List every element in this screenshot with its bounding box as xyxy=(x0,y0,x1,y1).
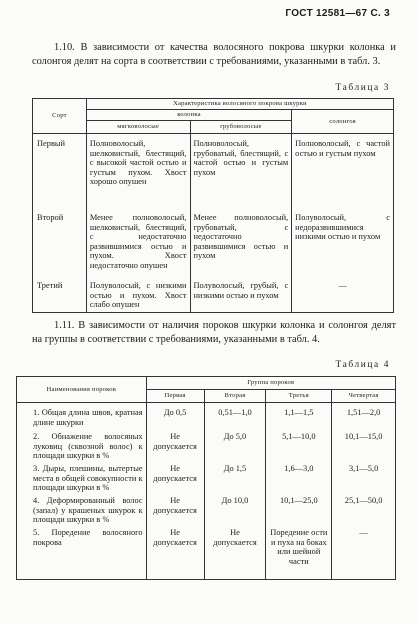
group-2-value: Не допускается xyxy=(204,527,266,580)
group-2-value: До 1,5 xyxy=(204,463,266,495)
solongoy-cell: Полноволосый, с частой остью и густым пухом xyxy=(292,134,394,211)
paragraph-1-11-text: 1.11. В зависимости от наличия пороков шкурки колонка и солонгоя делят на группы в соответствии с требованиями, указанными в табл. 4. xyxy=(32,320,396,345)
table-row xyxy=(17,403,396,432)
page-header: ГОСТ 12581—67 С. 3 xyxy=(285,8,390,19)
table-3 xyxy=(32,98,394,313)
group-1-value: Не допускается xyxy=(146,495,204,527)
header-coarse: грубоволосые xyxy=(190,121,292,134)
soft-cell: Полуволосый, с низкими остью и пухом. Хвост слабо опушен xyxy=(86,278,190,313)
solongoy-cell: Полуволосый, с недоразвившимися низкими остью и пухом xyxy=(292,210,394,278)
table-row xyxy=(33,278,394,313)
coarse-cell: Полуволосый, грубый, с низкими остью и пухом xyxy=(190,278,292,313)
group-3-value: 1,1—1,5 xyxy=(266,403,332,432)
defect-name: 3. Дыры, плешины, вытертые места в общей совокупности к площади шкурки в % xyxy=(17,463,147,495)
paragraph-1-11 xyxy=(32,319,396,346)
sort-cell: Первый xyxy=(33,134,87,211)
paragraph-1-10-text: 1.10. В зависимости от качества волосяного покрова шкурки колонка и солонгоя делят на сорта в соответствии с требованиями, указанными в табл. 3. xyxy=(32,42,396,67)
group-4-value: 1,51—2,0 xyxy=(332,403,396,432)
table-4-caption: Таблица 4 xyxy=(335,360,390,370)
header-characteristic: Характеристика волосяного покрова шкурки xyxy=(86,99,393,110)
table-row xyxy=(17,527,396,580)
defect-name: 1. Общая длина швов, кратная длине шкурки xyxy=(17,403,147,432)
soft-cell: Полноволосый, шелковистый, блестящий, с высокой частой остью и густым пухом. Хвост хорошо опушен xyxy=(86,134,190,211)
table-row xyxy=(17,463,396,495)
group-1-value: До 0,5 xyxy=(146,403,204,432)
soft-cell: Менее полноволосый, шелковистый, блестящий, с недостаточно развившимися остью и пухом. Хвост недостаточно опушен xyxy=(86,210,190,278)
solongoy-cell: — xyxy=(292,278,394,313)
sort-cell: Второй xyxy=(33,210,87,278)
group-2-value: 0,51—1,0 xyxy=(204,403,266,432)
group-3-value: 10,1—25,0 xyxy=(266,495,332,527)
group-3-value: 5,1—10,0 xyxy=(266,431,332,463)
group-1-value: Не допускается xyxy=(146,527,204,580)
paragraph-1-10 xyxy=(32,41,396,68)
table-3-caption: Таблица 3 xyxy=(335,83,390,93)
group-2-value: До 5,0 xyxy=(204,431,266,463)
header-sort: Сорт xyxy=(33,99,87,134)
table-row xyxy=(33,210,394,278)
table-4 xyxy=(16,376,396,580)
defect-name: 4. Деформированный волос (запал) у крашеных шкурок к площади шкурки в % xyxy=(17,495,147,527)
header-defects: Наименования пороков xyxy=(17,377,147,403)
group-4-value: — xyxy=(332,527,396,580)
header-group-4: Четвертая xyxy=(332,390,396,403)
defect-name: 2. Обнажение волосяных луковиц (сквозной волос) к площади шкурки в % xyxy=(17,431,147,463)
header-group-3: Третья xyxy=(266,390,332,403)
header-soft: мягковолосые xyxy=(86,121,190,134)
table-row xyxy=(17,431,396,463)
group-4-value: 3,1—5,0 xyxy=(332,463,396,495)
table-row xyxy=(17,495,396,527)
group-1-value: Не допускается xyxy=(146,463,204,495)
header-group-1: Первая xyxy=(146,390,204,403)
sort-cell: Третий xyxy=(33,278,87,313)
header-group-2: Вторая xyxy=(204,390,266,403)
table-row xyxy=(33,134,394,211)
header-group: Группа пороков xyxy=(146,377,395,390)
coarse-cell: Менее полноволосый, грубоватый, с недостаточно развившимися остью и пухом xyxy=(190,210,292,278)
group-2-value: До 10,0 xyxy=(204,495,266,527)
group-4-value: 25,1—50,0 xyxy=(332,495,396,527)
group-1-value: Не допускается xyxy=(146,431,204,463)
group-3-value: Поредение ости и пуха на боках или шейной части xyxy=(266,527,332,580)
header-solongoy: солонгоя xyxy=(292,110,394,134)
group-3-value: 1,6—3,0 xyxy=(266,463,332,495)
group-4-value: 10,1—15,0 xyxy=(332,431,396,463)
defect-name: 5. Поредение волосяного покрова xyxy=(17,527,147,580)
header-kolonok: колонка xyxy=(86,110,291,121)
coarse-cell: Полноволосый, грубоватый, блестящий, с частой остью и густым пухом xyxy=(190,134,292,211)
